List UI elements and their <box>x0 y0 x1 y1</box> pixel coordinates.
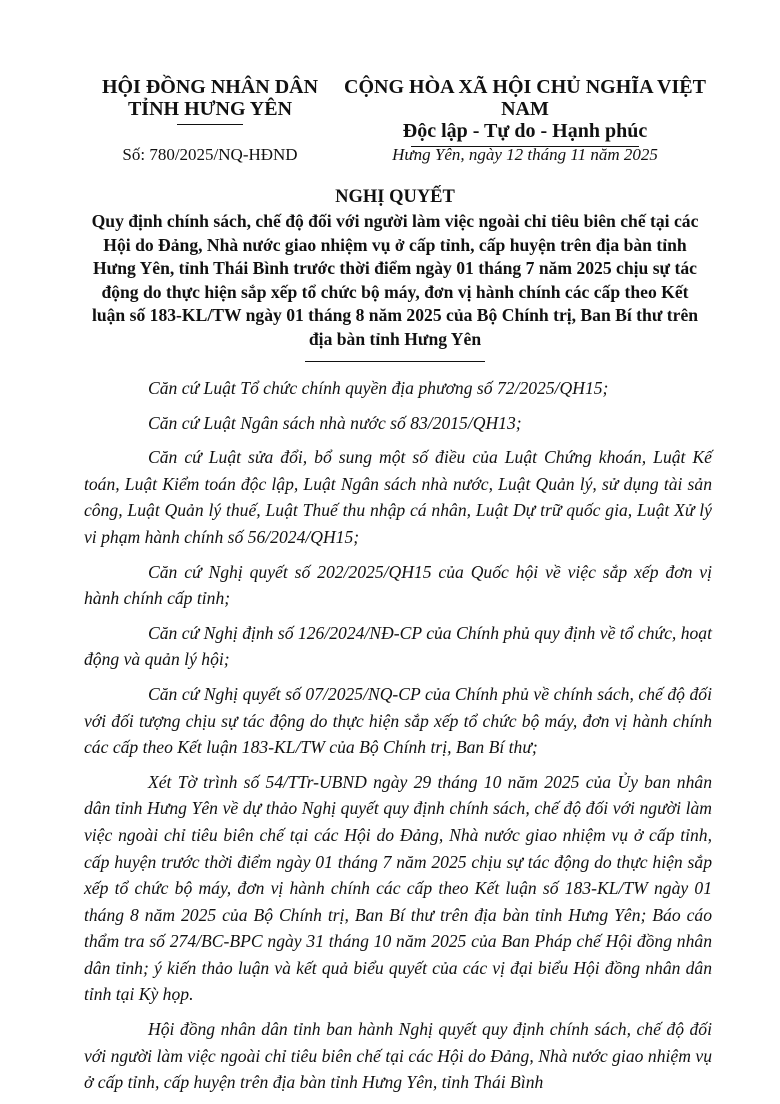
resolution-intro-paragraph: Hội đồng nhân dân tỉnh ban hành Nghị quyết quy định chính sách, chế độ đối với người làm việc ngoài chỉ tiêu biên chế tại các Hội do Đảng, Nhà nước giao nhiệm vụ ở cấp tỉnh, cấp huyện trên địa bàn tỉnh Hưng Yên, tỉnh Thái Bình <box>84 1019 712 1093</box>
title-underline <box>305 361 485 362</box>
legal-basis-paragraph: Căn cứ Luật Ngân sách nhà nước số 83/2015/QH13; <box>148 412 522 433</box>
document-body <box>84 375 712 1104</box>
document-number: Số: 780/2025/NQ-HĐND <box>122 145 298 164</box>
authority-line-1: HỘI ĐỒNG NHÂN DÂN <box>101 76 319 98</box>
legal-basis-paragraph: Căn cứ Nghị định số 126/2024/NĐ-CP của Chính phủ quy định về tổ chức, hoạt động và quản lý hội; <box>84 622 712 670</box>
document-subject: Quy định chính sách, chế độ đối với người làm việc ngoài chỉ tiêu biên chế tại các Hội do Đảng, Nhà nước giao nhiệm vụ ở cấp tỉnh, cấp huyện trên địa bàn tỉnh Hưng Yên, tỉnh Thái Bình trước thời điểm ngày 01 tháng 7 năm 2025 chịu sự tác động do thực hiện sắp xếp tổ chức bộ máy, đơn vị hành chính các cấp theo Kết luận số 183-KL/TW ngày 01 tháng 8 năm 2025 của Bộ Chính trị, Ban Bí thư trên địa bàn tỉnh Hưng Yên <box>91 211 699 349</box>
legal-basis-paragraph: Căn cứ Nghị quyết số 202/2025/QH15 của Quốc hội về việc sắp xếp đơn vị hành chính cấp tỉnh; <box>84 561 712 609</box>
legal-basis-paragraph: Căn cứ Luật Tổ chức chính quyền địa phương số 72/2025/QH15; <box>148 378 609 398</box>
document-type: NGHỊ QUYẾT <box>335 187 455 207</box>
authority-underline <box>177 124 243 125</box>
place-date: Hưng Yên, ngày 12 tháng 11 năm 2025 <box>392 145 658 164</box>
legal-basis-paragraph: Căn cứ Nghị quyết số 07/2025/NQ-CP của Chính phủ về chính sách, chế độ đối với đối tượng chịu sự tác động do thực hiện sắp xếp tổ chức bộ máy, đơn vị hành chính các cấp theo Kết luận 183-KL/TW của Bộ Chính trị, Ban Bí thư; <box>84 683 712 758</box>
national-name: CỘNG HÒA XÃ HỘI CHỦ NGHĨA VIỆT NAM <box>344 76 706 120</box>
document-title <box>90 186 700 362</box>
motto: Độc lập - Tự do - Hạnh phúc <box>402 120 648 142</box>
legal-basis-paragraph: Căn cứ Luật sửa đổi, bổ sung một số điều của Luật Chứng khoán, Luật Kế toán, Luật Kiểm toán độc lập, Luật Ngân sách nhà nước, Luật Quản lý, sử dụng tài sản công, Luật Quản lý thuế, Luật Thuế thu nhập cá nhân, Luật Dự trữ quốc gia, Luật Xử lý vi phạm hành chính số 56/2024/QH15; <box>84 447 712 547</box>
authority-line-2: TỈNH HƯNG YÊN <box>127 98 293 120</box>
consideration-paragraph: Xét Tờ trình số 54/TTr-UBND ngày 29 tháng 10 năm 2025 của Ủy ban nhân dân tỉnh Hưng Yên về dự thảo Nghị quyết quy định chính sách, chế độ đối với người làm việc ngoài chỉ tiêu biên chế tại các Hội do Đảng, Nhà nước giao nhiệm vụ ở cấp tỉnh, cấp huyện trước thời điểm ngày 01 tháng 7 năm 2025 chịu sự tác động do thực hiện sắp xếp tổ chức bộ máy, đơn vị hành chính các cấp theo Kết luận số 183-KL/TW ngày 01 tháng 8 năm 2025 của Bộ Chính trị, Ban Bí thư trên địa bàn tỉnh Hưng Yên; Báo cáo thẩm tra số 274/BC-BPC ngày 31 tháng 10 năm 2025 của Ban Pháp chế Hội đồng nhân dân tỉnh; ý kiến thảo luận và kết quả biểu quyết của các vị đại biểu Hội đồng nhân dân tỉnh tại Kỳ họp. <box>84 771 712 1005</box>
issuing-authority <box>90 76 330 125</box>
national-motto <box>340 76 710 147</box>
